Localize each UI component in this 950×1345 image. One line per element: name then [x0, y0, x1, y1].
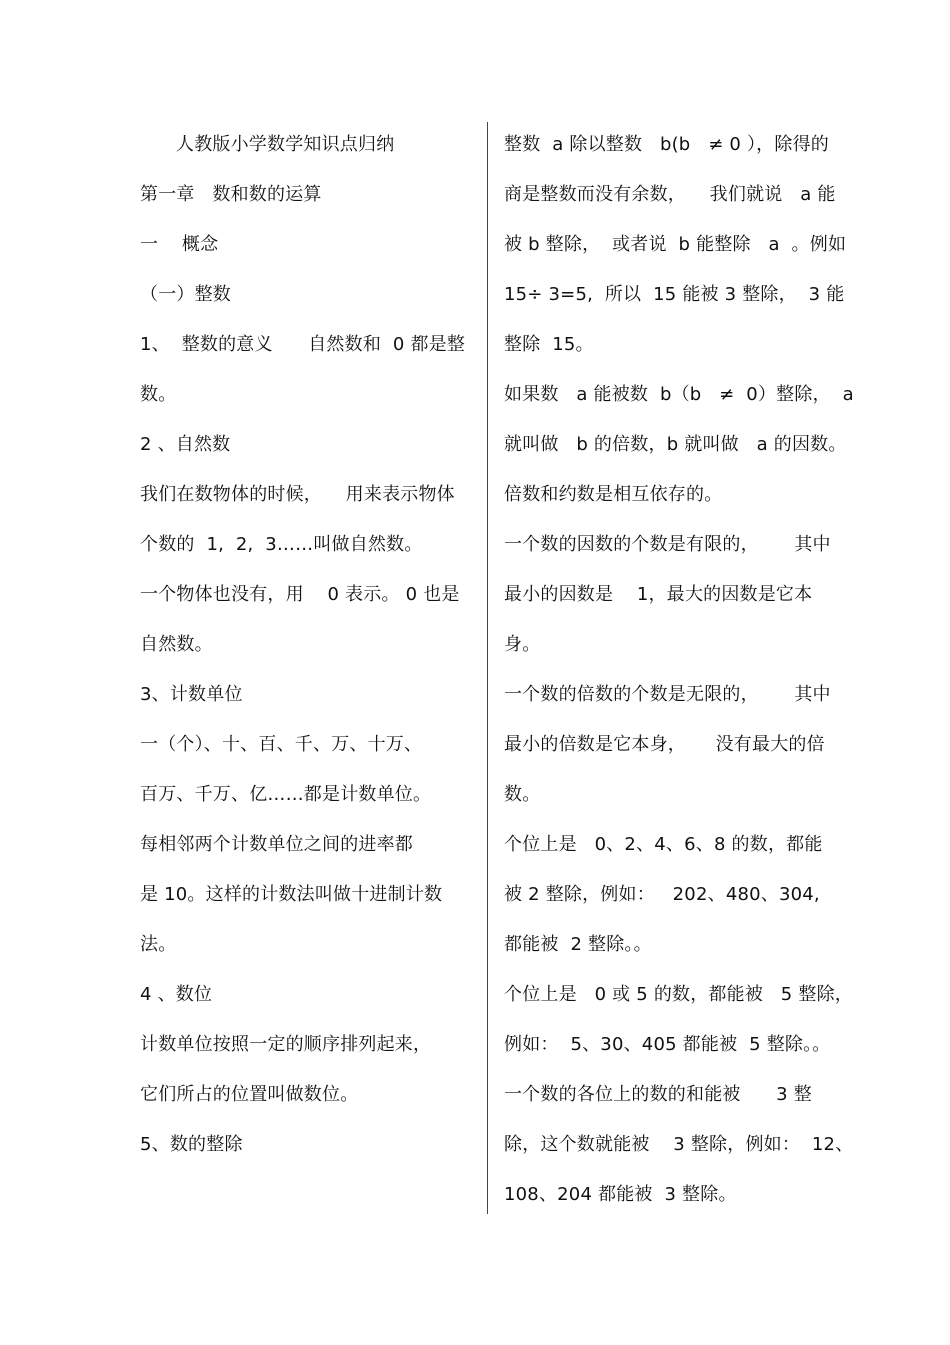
chapter-heading: 第一章 数和数的运算: [140, 184, 322, 205]
text-line: 最小的倍数是它本身， 没有最大的倍: [504, 734, 825, 755]
item-heading: 4 、数位: [140, 984, 213, 1005]
text-line: 被 2 整除，例如： 202、480、304,: [504, 884, 820, 905]
item-heading: 3、计数单位: [140, 684, 243, 705]
section-heading: 一 概念: [140, 234, 219, 255]
item-heading: 5、数的整除: [140, 1134, 243, 1155]
text-line: 个位上是 0 或 5 的数，都能被 5 整除，: [504, 984, 853, 1005]
text-line: 一个物体也没有，用 0 表示。 0 也是: [140, 584, 460, 605]
text-line: 如果数 a 能被数 b（b ≠ 0）整除， a: [504, 384, 854, 405]
right-column: [504, 120, 854, 1220]
text-line: 数。: [140, 384, 177, 405]
text-line: 是 10。这样的计数法叫做十进制计数: [140, 884, 443, 905]
column-divider: [487, 122, 488, 1214]
text-line: 一个数的因数的个数是有限的， 其中: [504, 534, 831, 555]
text-line: 百万、千万、亿……都是计数单位。: [140, 784, 432, 805]
text-line: 就叫做 b 的倍数，b 就叫做 a 的因数。: [504, 434, 847, 455]
text-line: 一个数的各位上的数的和能被 3 整: [504, 1084, 812, 1105]
text-line: 个位上是 0、2、4、6、8 的数，都能: [504, 834, 823, 855]
text-line: 除，这个数就能被 3 整除，例如： 12、: [504, 1134, 854, 1155]
text-line: 最小的因数是 1，最大的因数是它本: [504, 584, 813, 605]
text-line: 每相邻两个计数单位之间的进率都: [140, 834, 413, 855]
subsection-heading: （一）整数: [140, 284, 231, 305]
text-line: 1、 整数的意义 自然数和 0 都是整: [140, 334, 466, 355]
text-line: 108、204 都能被 3 整除。: [504, 1184, 737, 1205]
text-line: 被 b 整除， 或者说 b 能整除 a 。例如: [504, 234, 847, 255]
text-line: 例如： 5、30、405 都能被 5 整除。。: [504, 1034, 831, 1055]
left-column: [140, 120, 475, 1170]
text-line: 自然数。: [140, 634, 213, 655]
text-line: 法。: [140, 934, 177, 955]
text-line: 倍数和约数是相互依存的。: [504, 484, 723, 505]
text-line: 都能被 2 整除。。: [504, 934, 652, 955]
text-line: 15÷ 3=5, 所以 15 能被 3 整除， 3 能: [504, 284, 845, 305]
text-line: 整除 15。: [504, 334, 594, 355]
item-heading: 2 、自然数: [140, 434, 231, 455]
text-line: 个数的 1, 2, 3……叫做自然数。: [140, 534, 423, 555]
text-line: 一（个）、十、百、千、万、十万、: [140, 734, 423, 755]
document-title: 人教版小学数学知识点归纳: [176, 134, 395, 155]
text-line: 一个数的倍数的个数是无限的， 其中: [504, 684, 831, 705]
text-line: 计数单位按照一定的顺序排列起来，: [140, 1034, 432, 1055]
text-line: 它们所占的位置叫做数位。: [140, 1084, 359, 1105]
text-line: 整数 a 除以整数 b(b ≠ 0 ），除得的: [504, 134, 829, 155]
text-line: 身。: [504, 634, 541, 655]
text-line: 数。: [504, 784, 541, 805]
text-line: 商是整数而没有余数， 我们就说 a 能: [504, 184, 836, 205]
text-line: 我们在数物体的时候， 用来表示物体: [140, 484, 455, 505]
